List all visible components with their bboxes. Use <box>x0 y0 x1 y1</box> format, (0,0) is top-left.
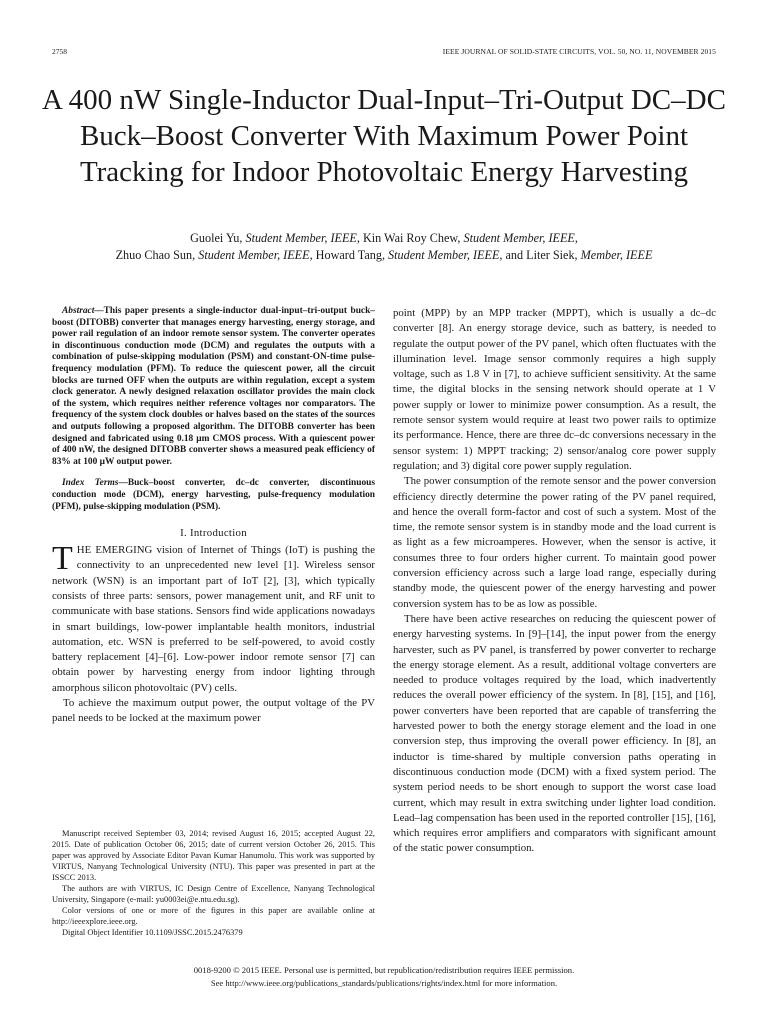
intro-paragraph-1: THE EMERGING vision of Internet of Things (IoT) is pushing the connectivity to an unprecedented new level [1]. Wireless sensor network (WSN) is an important part of IoT [2], [3], which typically consists of three parts: sensors, power management unit, and RF unit to communicate with base stations. Sensors find wide applications nowadays in smart buildings, low-power implantable health monitors, industrial automation, etc. WSN is preferred to be self-powered, to avoid costly battery replacement [4]–[6]. Low-power indoor remote sensor [7] can obtain power by harvesting energy from indoor lighting through amorphous silicon photovoltaic (PV) cells. <box>52 540 375 694</box>
page-number: 2758 <box>52 47 67 56</box>
footnote-color: Color versions of one or more of the figures in this paper are available online at http://ieeexplore.ieee.org. <box>52 906 375 926</box>
author-list: Guolei Yu, Student Member, IEEE, Kin Wai Roy Chew, Student Member, IEEE, Zhuo Chao Sun, Student Member, IEEE, Howard Tang, Student Member, IEEE, and Liter Siek, Member, IEEE <box>115 231 653 262</box>
right-paragraph-3: There have been active researches on reducing the quiescent power of energy harvesting systems. In [9]–[14], the input power from the energy harvester, such as PV panel, is transferred by power converter to recharge the energy storage element. As a result, additional voltage converters are needed to produce voltages required by the load, which inadvertently reduces the overall power efficiency of the system. In [8], [15], and [16], power converters have been reported that are capable of transferring the harvested power to both the energy storage element and the load in one conversion step, thus improving the overall power efficiency. In [8], an inductor is time-shared by multiple conversion paths operating in discontinuous conduction mode (DCM) with a fixed system period. The system period needs to be short enough to support the worst case load current, which may result in extra switching under lighter load condition. Lead–lag compensation has been used in the reported controller [15], [16], which requires error amplifiers and comparators with significant amount of the static power consumption. <box>393 612 716 855</box>
paper-title: A 400 nW Single-Inductor Dual-Input–Tri-Output DC–DC Buck–Boost Converter With Maximum Power Point Tracking for Indoor Photovoltaic Energy Harvesting <box>42 84 726 188</box>
running-header <box>52 47 716 59</box>
left-column <box>52 306 375 727</box>
introduction-body <box>52 540 375 727</box>
footnote-affiliation: The authors are with VIRTUS, IC Design Centre of Excellence, Nanyang Technological University, Singapore (e-mail: yu0003ei@e.ntu.edu.sg). <box>52 884 375 904</box>
footnote-manuscript: Manuscript received September 03, 2014; revised August 16, 2015; accepted August 22, 2015. Date of publication October 06, 2015; date of current version October 26, 2015. This paper was approved by Associate Editor Pavan Kumar Hanumolu. This work was supported by VIRTUS, Nanyang Technological University (NTU). This paper was presented in part at the ISSCC 2013. <box>52 829 375 882</box>
abstract: Abstract—This paper presents a single-inductor dual-input–tri-output buck–boost (DITOBB) converter that manages energy harvesting, energy storage, and power rail regulation of an indoor remote sensor system. The converter operates in discontinuous conduction mode (DCM) and regulates the outputs with a combination of pulse-skipping modulation (PSM) and constant-ON-time pulse-frequency modulation (PFM). To reduce the quiescent power, all the circuit blocks are turned OFF when the outputs are within regulation, except a system clock generator. A newly designed relaxation oscillator provides the main clock of the system, which requires neither reference voltages nor comparators. The frequency of the system clock doubles or halves based on the states of the sources and outputs following a proposed algorithm. The DITOBB converter has been designed and fabricated using 0.18 μm CMOS process. With a quiescent power of 400 nW, the designed DITOBB converter shows a measured peak efficiency of 83% at 100 μW output power. <box>52 306 375 467</box>
index-terms: Index Terms—Buck–boost converter, dc–dc converter, discontinuous conduction mode (DCM), energy harvesting, pulse-frequency modulation (PFM), pulse-skipping modulation (PSM). <box>52 478 376 512</box>
journal-header: IEEE JOURNAL OF SOLID-STATE CIRCUITS, VOL. 50, NO. 11, NOVEMBER 2015 <box>442 47 716 56</box>
section-heading-introduction: I. Introduction <box>180 527 247 540</box>
right-column <box>393 306 716 857</box>
intro-paragraph-2: To achieve the maximum output power, the output voltage of the PV panel needs to be locked at the maximum power <box>52 697 375 725</box>
right-paragraph-1: point (MPP) by an MPP tracker (MPPT), which is usually a dc–dc converter [8]. An energy storage device, such as battery, is needed to regulate the output power of the PV panel, which often fluctuates with the illumination level. Image sensor commonly requires a high supply voltage, such as 1.8 V in [7], to achieve sufficient sensitivity. At the same time, the digital blocks in the sensing network should operate at 1 V power supply or lower to minimize power consumption. As a result, the remote sensor system would require at least two power rails to optimize its performance. Hence, there are three dc–dc conversions necessary in the sensor system: 1) MPPT tracking; 2) sensor/analog core power supply regulation; and 3) digital core power supply regulation. <box>393 307 716 472</box>
drop-cap: T <box>52 540 73 578</box>
right-paragraph-2: The power consumption of the remote sensor and the power conversion efficiency directly determine the power rating of the PV panel required, and hence the overall form-factor and cost of such a system. Most of the time, the remote sensor system is in standby mode and the load current is as light as a few microamperes. However, when the sensor is active, it consumes three to four orders higher current. To maintain good power conversion efficiency across such a large load range, especially during standby mode, the quiescent power of the energy harvesting and power conversion system has to be as low as possible. <box>393 475 716 610</box>
footnotes <box>52 828 375 938</box>
footnote-doi: Digital Object Identifier 10.1109/JSSC.2015.2476379 <box>62 928 243 937</box>
copyright-notice: 0018-9200 © 2015 IEEE. Personal use is permitted, but republication/redistribution requires IEEE permission. See http://www.ieee.org/publications_standards/publications/rights/index.html for more information. <box>193 965 575 988</box>
